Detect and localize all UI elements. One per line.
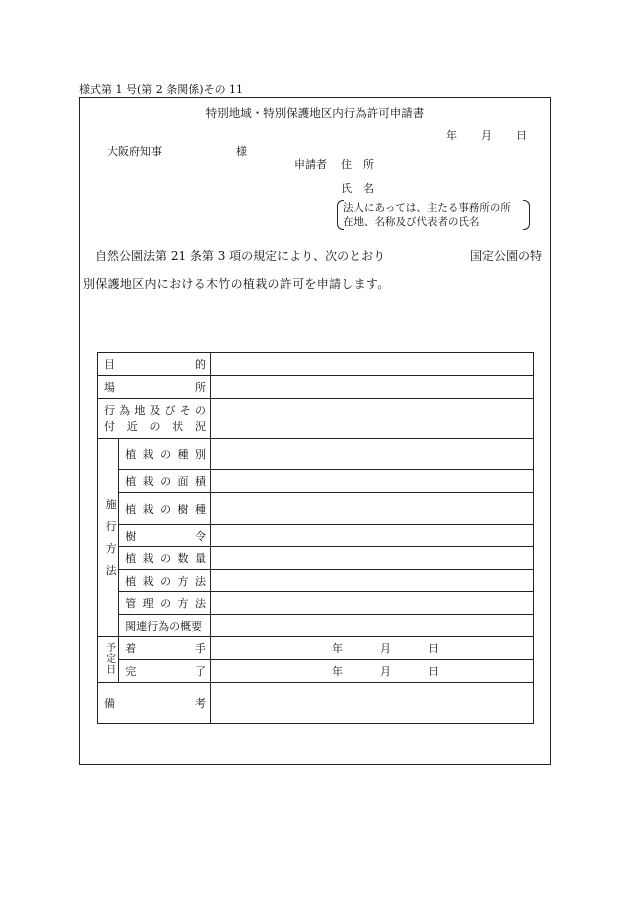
tree-species-value[interactable] bbox=[211, 493, 534, 525]
remarks-value[interactable] bbox=[211, 683, 534, 724]
corporate-note bbox=[340, 200, 527, 230]
planting-method-value[interactable] bbox=[211, 570, 534, 592]
address-label: 住 所 bbox=[341, 158, 374, 171]
place-label: 場 所 bbox=[98, 376, 211, 399]
end-date-value[interactable]: 年 月 日 bbox=[211, 660, 534, 683]
table-row bbox=[98, 615, 534, 637]
table-row bbox=[98, 376, 534, 399]
table-row bbox=[98, 525, 534, 547]
table-row bbox=[98, 353, 534, 376]
planting-area-value[interactable] bbox=[211, 470, 534, 493]
addressee: 大阪府知事 bbox=[107, 145, 162, 158]
tree-age-label: 樹 令 bbox=[119, 525, 211, 547]
start-label: 着 手 bbox=[119, 637, 211, 660]
end-label: 完 了 bbox=[119, 660, 211, 683]
table-row bbox=[98, 592, 534, 615]
application-table bbox=[97, 352, 534, 724]
schedule-group-label: 予 定 日 bbox=[98, 637, 119, 683]
table-row bbox=[98, 570, 534, 592]
honorific: 様 bbox=[236, 145, 247, 158]
page-title: 特別地域・特別保護地区内行為許可申請書 bbox=[205, 106, 425, 120]
method-group-label: 施 行 方 法 bbox=[98, 439, 119, 637]
right-bracket bbox=[523, 200, 530, 230]
table-row bbox=[98, 470, 534, 493]
date-year-label: 年 bbox=[446, 129, 457, 142]
note-line-1: 法人にあっては、主たる事務所の所 bbox=[343, 202, 511, 214]
planting-method-label: 植 栽 の 方 法 bbox=[119, 570, 211, 592]
table-row bbox=[98, 683, 534, 724]
management-method-label: 管 理 の 方 法 bbox=[119, 592, 211, 615]
related-acts-value[interactable] bbox=[211, 615, 534, 637]
body-text-line-1: 自然公園法第 21 条第 3 項の規定により、次のとおり bbox=[95, 249, 386, 263]
related-acts-label: 関連行為の概要 bbox=[119, 615, 211, 637]
situation-label: 行 為 地 及 び そ の 付 近 の 状 況 bbox=[98, 399, 211, 439]
planting-type-value[interactable] bbox=[211, 439, 534, 470]
table-row bbox=[98, 399, 534, 439]
tree-species-label: 植 栽 の 樹 種 bbox=[119, 493, 211, 525]
management-method-value[interactable] bbox=[211, 592, 534, 615]
tree-age-value[interactable] bbox=[211, 525, 534, 547]
body-text-line-2: 別保護地区内における木竹の植栽の許可を申請します。 bbox=[83, 277, 390, 291]
planting-quantity-value[interactable] bbox=[211, 547, 534, 570]
planting-quantity-label: 植 栽 の 数 量 bbox=[119, 547, 211, 570]
situation-value[interactable] bbox=[211, 399, 534, 439]
planting-area-label: 植 栽 の 面 積 bbox=[119, 470, 211, 493]
place-value[interactable] bbox=[211, 376, 534, 399]
body-text-park: 国定公園の特 bbox=[470, 249, 543, 263]
planting-type-label: 植 栽 の 種 別 bbox=[119, 439, 211, 470]
date-month-label: 月 bbox=[481, 129, 492, 142]
start-date-value[interactable]: 年 月 日 bbox=[211, 637, 534, 660]
form-number-label: 様式第 1 号(第 2 条関係)その 11 bbox=[79, 83, 244, 96]
purpose-label: 目 的 bbox=[98, 353, 211, 376]
name-label: 氏 名 bbox=[341, 182, 374, 195]
table-row bbox=[98, 493, 534, 525]
note-line-2: 在地、名称及び代表者の氏名 bbox=[343, 216, 480, 228]
table-row bbox=[98, 547, 534, 570]
purpose-value[interactable] bbox=[211, 353, 534, 376]
table-row bbox=[98, 660, 534, 683]
table-row bbox=[98, 439, 534, 470]
remarks-label: 備 考 bbox=[98, 683, 211, 724]
applicant-label: 申請者 bbox=[294, 158, 327, 171]
table-row bbox=[98, 637, 534, 660]
date-day-label: 日 bbox=[516, 129, 527, 142]
